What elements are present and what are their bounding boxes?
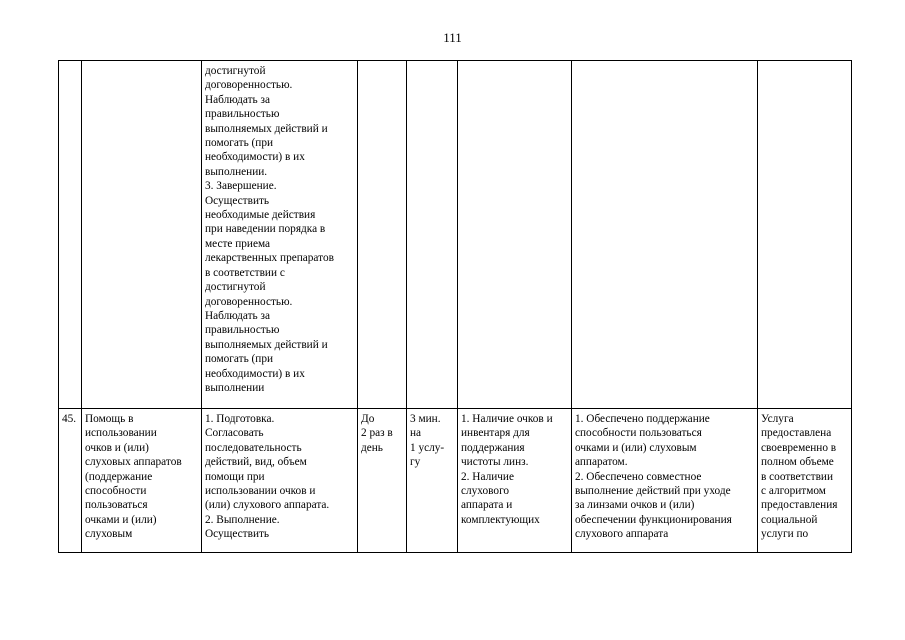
cell-conditions: 1. Наличие очков и инвентаря для поддержания чистоты линз. 2. Наличие слухового аппарата и комплектующих <box>458 409 572 553</box>
cell-service-description: 1. Подготовка. Согласовать последовательность действий, вид, объем помощи при использовании очков и (или) слухового аппарата. 2. Выполнение. Осуществить <box>202 409 358 553</box>
table-row-continued <box>59 61 852 409</box>
services-table <box>58 60 852 553</box>
cell-duration <box>407 61 458 409</box>
cell-duration: 3 мин. на 1 услу- гу <box>407 409 458 553</box>
cell-frequency <box>358 61 407 409</box>
cell-result-evaluation <box>758 61 852 409</box>
cell-quality-indicators: 1. Обеспечено поддержание способности пользоваться очками и (или) слуховым аппаратом. 2. Обеспечено совместное выполнение действий при уходе за линзами очков и (или) обеспечении функционирования слухового аппарата <box>572 409 758 553</box>
page-number: 111 <box>443 30 462 45</box>
cell-quality-indicators <box>572 61 758 409</box>
table-row-45 <box>59 409 852 553</box>
cell-number: 45. <box>59 409 82 553</box>
cell-service-description: достигнутой договоренностью. Наблюдать за правильностью выполняемых действий и помогать (при необходимости) в их выполнении. 3. Завершение. Осуществить необходимые действия при наведении порядка в месте приема лекарственных препаратов в соответствии с достигнутой договоренностью. Наблюдать за правильностью выполняемых действий и помогать (при необходимости) в их выполнении <box>202 61 358 409</box>
cell-result-evaluation: Услуга предоставлена своевременно в полном объеме в соответствии с алгоритмом предоставления социальной услуги по <box>758 409 852 553</box>
cell-service-name <box>82 61 202 409</box>
cell-frequency: До 2 раз в день <box>358 409 407 553</box>
cell-number <box>59 61 82 409</box>
cell-conditions <box>458 61 572 409</box>
cell-service-name: Помощь в использовании очков и (или) слуховых аппаратов (поддержание способности пользоваться очками и (или) слуховым <box>82 409 202 553</box>
